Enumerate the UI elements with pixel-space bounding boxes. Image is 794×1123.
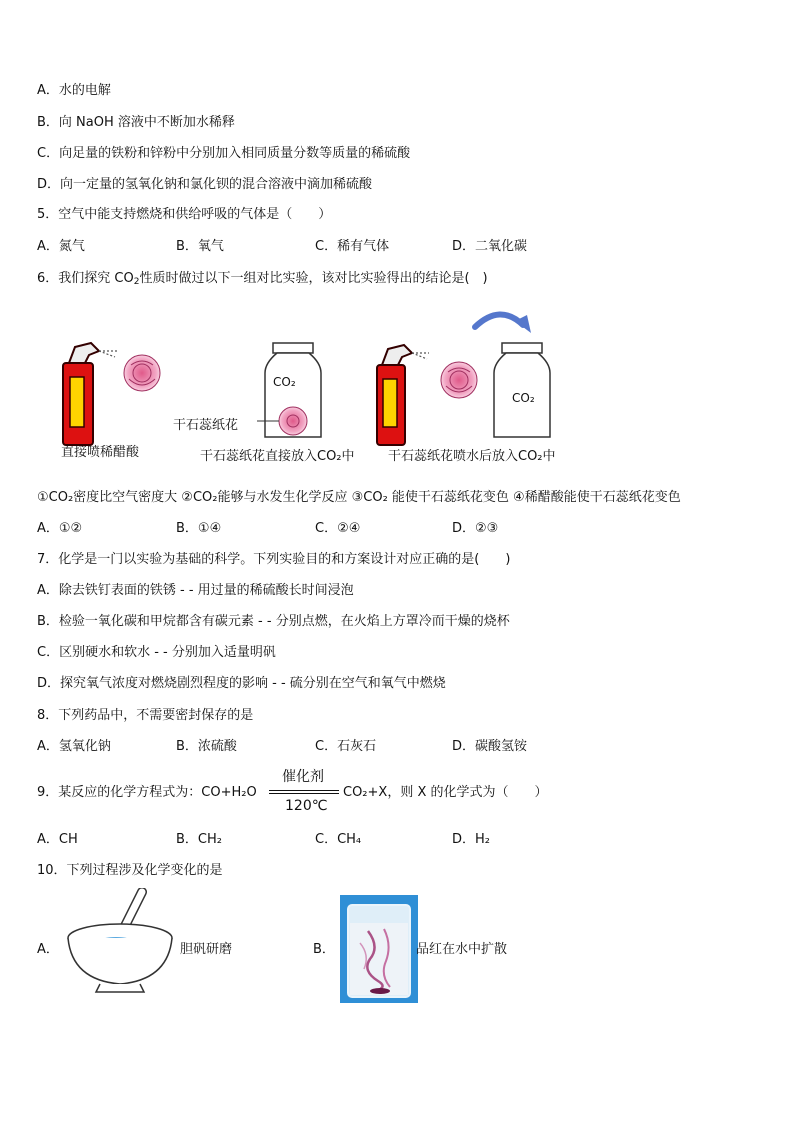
- spray-bottle-icon-2: [377, 345, 429, 445]
- q8-option-a: A．氢氧化钠: [37, 739, 111, 754]
- q7-option-b: B．检验一氧化碳和甲烷都含有碳元素 - - 分别点燃，在火焰上方罩冷而干燥的烧杯: [37, 614, 510, 629]
- q6-option-d: D．②③: [452, 521, 499, 536]
- q4-option-c: C．向足量的铁粉和锌粉中分别加入相同质量分数等质量的稀硫酸: [37, 146, 411, 161]
- q9-option-a: A．CH: [37, 832, 78, 847]
- q10-option-b-text: 品红在水中扩散: [416, 942, 508, 957]
- direct-put-caption: 干石蕊纸花直接放入CO₂中: [200, 449, 355, 464]
- q4-option-d: D．向一定量的氢氧化钠和氯化钡的混合溶液中滴加稀硫酸: [37, 177, 373, 192]
- gas-jar-icon-1: [257, 343, 321, 437]
- q6-option-b: B．①④: [176, 521, 222, 536]
- q8-option-b: B．浓硫酸: [176, 739, 237, 754]
- spray-vinegar-caption: 直接喷稀醋酸: [61, 445, 140, 460]
- q9-reaction-arrow: [269, 790, 339, 791]
- curved-arrow-icon: [475, 314, 531, 333]
- q9-option-b: B．CH₂: [176, 832, 222, 847]
- q6-option-c: C．②④: [315, 521, 361, 536]
- q6-option-a: A．①②: [37, 521, 83, 536]
- q6-conclusions: ①CO₂密度比空气密度大 ②CO₂能够与水发生化学反应 ③CO₂ 能使干石蕊纸花变色 ④稀醋酸能使干石蕊纸花变色: [37, 490, 681, 505]
- q5-option-c: C．稀有气体: [315, 239, 390, 254]
- beaker-dye-drawing: [340, 895, 418, 1003]
- q9-option-d: D．H₂: [452, 832, 490, 847]
- spray-bottle-icon-1: [63, 343, 117, 445]
- paper-flower-icon-1: [124, 355, 160, 391]
- q9-stem-end: CO₂+X，则 X 的化学式为（ ）: [343, 785, 548, 800]
- q10-option-b-letter: B．: [313, 942, 335, 957]
- q7-option-a: A．除去铁钉表面的铁锈 - - 用过量的稀硫酸长时间浸泡: [37, 583, 354, 598]
- q9-reaction-arrow-2: [269, 793, 339, 794]
- q4-option-a: A．水的电解: [37, 83, 111, 98]
- q9-catalyst: 催化剂: [282, 769, 324, 785]
- q5-option-b: B．氧气: [176, 239, 224, 254]
- q10-option-a-letter: A．: [37, 942, 59, 957]
- q4-option-b: B．向 NaOH 溶液中不断加水稀释: [37, 115, 235, 130]
- q9-stem-start: 9．某反应的化学方程式为：CO+H₂O: [37, 785, 257, 800]
- q8-stem: 8．下列药品中，不需要密封保存的是: [37, 708, 254, 723]
- q5-option-d: D．二氧化碳: [452, 239, 528, 254]
- q6-stem: 6．我们探究 $CO_2$性质时做过以下一组对比实验，该对比实验得出的结论是( ): [37, 271, 488, 287]
- q5-option-a: A．氮气: [37, 239, 85, 254]
- q7-option-d: D．探究氧气浓度对燃烧剧烈程度的影响 - - 硫分别在空气和氧气中燃烧: [37, 676, 446, 691]
- jar1-co2-label: CO₂: [273, 375, 296, 389]
- q10-option-a-text: 胆矾研磨: [180, 942, 233, 957]
- mortar-pestle-drawing: [64, 888, 176, 994]
- q5-stem: 5．空气中能支持燃烧和供给呼吸的气体是（ ）: [37, 207, 332, 222]
- beaker-dye-image: [340, 895, 418, 1003]
- mortar-pestle-image: [64, 888, 176, 994]
- paper-flower-label: 干石蕊纸花: [173, 418, 239, 433]
- q10-stem: 10．下列过程涉及化学变化的是: [37, 863, 223, 878]
- spray-then-put-caption: 干石蕊纸花喷水后放入CO₂中: [388, 449, 556, 464]
- q7-stem: 7．化学是一门以实验为基础的科学。下列实验目的和方案设计对应正确的是( ): [37, 552, 511, 567]
- q9-temperature: 120℃: [285, 798, 328, 814]
- q8-option-d: D．碳酸氢铵: [452, 739, 528, 754]
- gas-jar-icon-2: [494, 343, 550, 437]
- paper-flower-icon-2: [441, 362, 477, 398]
- q9-option-c: C．CH₄: [315, 832, 362, 847]
- q7-option-c: C．区别硬水和软水 - - 分别加入适量明矾: [37, 645, 276, 660]
- jar2-co2-label: CO₂: [512, 391, 535, 405]
- q8-option-c: C．石灰石: [315, 739, 377, 754]
- co2-experiment-figure: [55, 305, 595, 475]
